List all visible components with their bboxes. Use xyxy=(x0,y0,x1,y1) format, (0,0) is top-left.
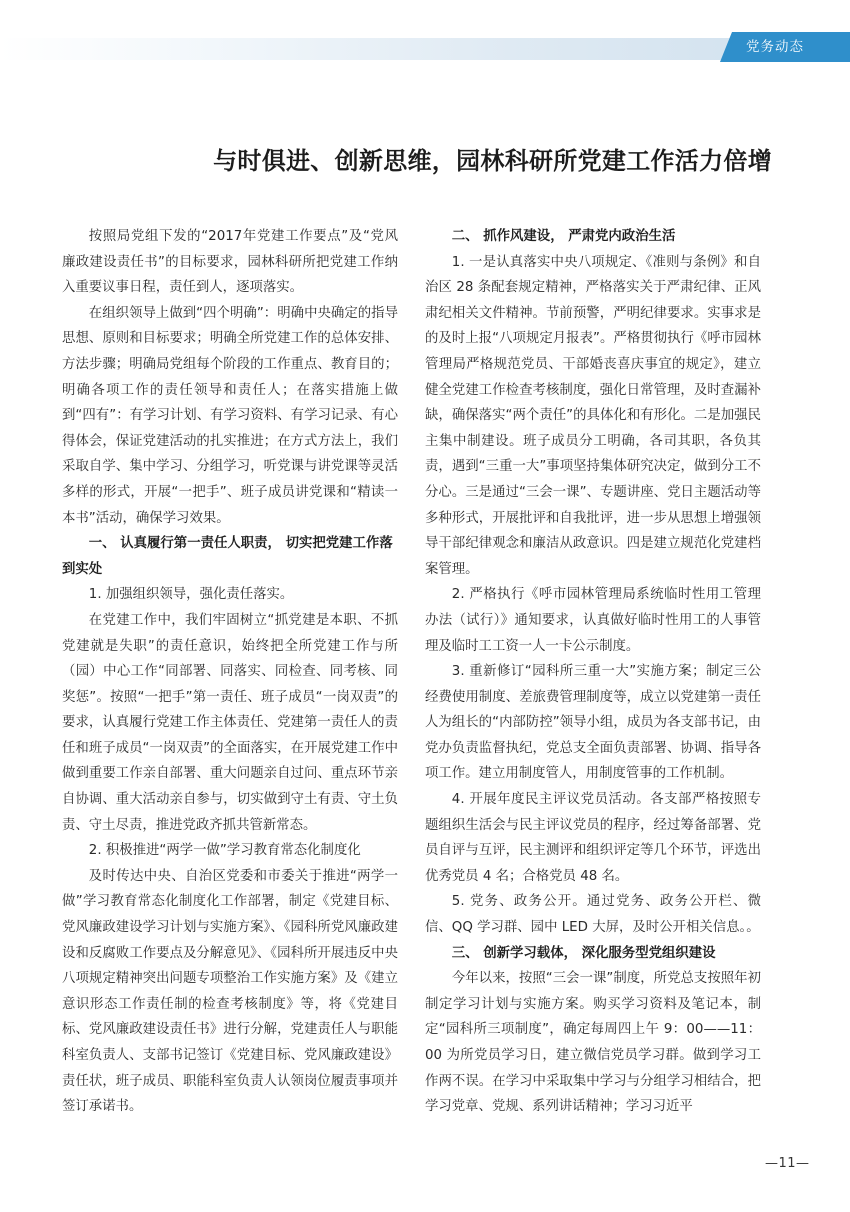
section-heading-2: 二、 抓作风建设， 严肃党内政治生活 xyxy=(451,229,676,244)
left-column xyxy=(62,224,398,1120)
right-column xyxy=(425,224,761,1120)
page-number: —11— xyxy=(765,1156,810,1171)
leadership-paragraph: 在组织领导上做到“四个明确”：明确中央确定的指导思想、原则和目标要求；明确全所党建工作的总体安排、方法步骤；明确局党组每个阶段的工作重点、教育目的；明确各项工作的责任领导和责任人；在落实措施上做到“四有”：有学习计划、有学习资料、有学习记录、有心得体会，保证党建活动的扎实推进；在方式方法上，我们采取自学、集中学习、分组学习，听党课与讲党课等灵活多样的形式，开展“一把手”、班子成员讲党课和“精读一本书”活动，确保学习效果。 xyxy=(62,305,398,526)
transparency-paragraph: 5. 党务、政务公开。通过党务、政务公开栏、微信、QQ 学习群、园中 LED 大屏，及时公开相关信息。。 xyxy=(425,894,761,936)
section-heading-3: 三、 创新学习载体， 深化服务型党组织建设 xyxy=(451,945,716,961)
subheading-1-1: 1. 加强组织领导，强化责任落实。 xyxy=(88,587,294,603)
system-revision-paragraph: 3. 重新修订“园科所三重一大”实施方案；制定三公经费使用制度、差旅费管理制度等，成立以党建第一责任人为组长的“内部防控”领导小组，成员为各支部书记，由党办负责监督执纪，党总支全面负责部署、协调、指导各项工作。建立用制度管人，用制度管事的工作机制。 xyxy=(425,664,761,782)
discipline-paragraph: 1. 一是认真落实中央八项规定、《准则与条例》和自治区 28 条配套规定精神，严格落实关于严肃纪律、正风肃纪相关文件精神。节前预警，严明纪律要求。实事求是的及时上报“八项规定月报表”。严格贯彻执行《呼市园林管理局严格规范党员、干部婚丧喜庆事宜的规定》，建立健全党建工作检查考核制度，强化日常管理，及时查漏补缺，确保落实“两个责任”的具体化和有形化。二是加强民主集中制建设。班子成员分工明确，各司其职，各负其责，遇到“三重一大”事项坚持集体研究决定，做到分工不分心。三是通过“三会一课”、专题讲座、党日主题活动等多种形式，开展批评和自我批评，进一步从思想上增强领导干部纪律观念和廉洁从政意识。四是建立规范化党建档案管理。 xyxy=(425,254,761,577)
intro-paragraph: 按照局党组下发的“2017年党建工作要点”及“党风廉政建设责任书”的目标要求，园林科研所把党建工作纳入重要议事日程，责任到人，逐项落实。 xyxy=(62,229,398,296)
section-tag: 党务动态 xyxy=(746,39,804,55)
temp-labor-paragraph: 2. 严格执行《呼市园林管理局系统临时性用工管理办法（试行）》通知要求，认真做好临时性用工的人事管理及临时工工资一人一卡公示制度。 xyxy=(425,587,761,654)
responsibility-paragraph: 在党建工作中，我们牢固树立“抓党建是本职、不抓党建就是失职”的责任意识，始终把全所党建工作与所（园）中心工作“同部署、同落实、同检查、同考核、同奖惩”。按照“一把手”第一责任、班子成员“一岗双责”的要求，认真履行党建工作主体责任、党建第一责任人的责任和班子成员“一岗双责”的全面落实，在开展党建工作中做到重要工作亲自部署、重大问题亲自过问、重点环节亲自协调、重大活动亲自参与，切实做到守土有责、守土负责、守土尽责，推进党政齐抓共管新常态。 xyxy=(62,612,398,833)
subheading-1-2: 2. 积极推进“两学一做”学习教育常态化制度化 xyxy=(88,843,361,859)
section-heading-1: 一、 认真履行第一责任人职责， 切实把党建工作落到实处 xyxy=(62,536,393,577)
study-education-paragraph: 及时传达中央、自治区党委和市委关于推进“两学一做”学习教育常态化制度化工作部署，制定《党建目标、党风廉政建设学习计划与实施方案》、《园科所党风廉政建设和反腐败工作要点及分解意见》、《园科所开展违反中央八项规定精神突出问题专项整治工作实施方案》及《建立意识形态工作责任制的检查考核制度》等，将《党建目标、党风廉政建设责任书》进行分解，党建责任人与职能科室负责人、支部书记签订《党建目标、党风廉政建设》责任状，班子成员、职能科室负责人认领岗位履责事项并签订承诺书。 xyxy=(62,868,398,1115)
member-evaluation-paragraph: 4. 开展年度民主评议党员活动。各支部严格按照专题组织生活会与民主评议党员的程序，经过筹备部署、党员自评与互评，民主测评和组织评定等几个环节，评选出优秀党员 4 名；合格党员 48 名。 xyxy=(425,792,761,884)
article-title: 与时俱进、创新思维，园林科研所党建工作活力倍增 xyxy=(213,147,772,175)
learning-paragraph: 今年以来，按照“三会一课”制度，所党总支按照年初制定学习计划与实施方案。购买学习资料及笔记本，制定“园科所三项制度”，确定每周四上午 9：00——11：00 为所党员学习日，建立微信党员学习群。做到学习工作两不误。在学习中采取集中学习与分组学习相结合，把学习党章、党规、系列讲话精神；学习习近平 xyxy=(425,971,761,1115)
